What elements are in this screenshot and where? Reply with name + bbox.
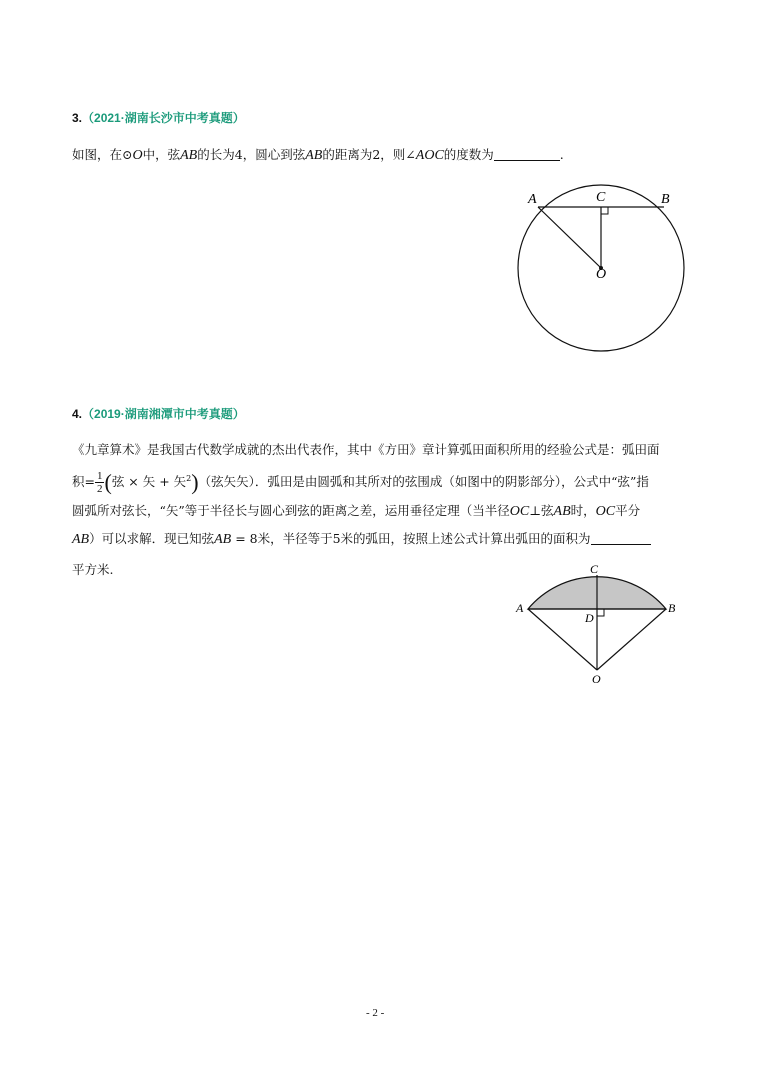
- q3-number: 3.: [72, 111, 83, 125]
- q3-text-part: 的度数为: [443, 147, 494, 162]
- page-number: - 2 -: [366, 1007, 385, 1019]
- q3-source: （2021·湖南长沙市中考真题）: [82, 111, 245, 125]
- q3-period: .: [559, 147, 564, 162]
- q3-header: [72, 110, 245, 126]
- q3-label-o: O: [596, 267, 607, 282]
- q4-answer-blank[interactable]: [591, 532, 651, 545]
- q4-formula-sup: 2: [186, 473, 192, 483]
- q4-line-4: [72, 531, 651, 548]
- q4-label-c: C: [590, 562, 599, 576]
- q3-label-c: C: [596, 190, 606, 205]
- q3-text-part: 的长为: [197, 147, 235, 162]
- q4-text-part: 圆弧所对弦长，“矢”等于半径长与圆心到弦的距离之差，运用垂径定理（当半径: [72, 503, 510, 518]
- q4-text-part: ）可以求解．现已知弦: [89, 531, 215, 546]
- q4-fraction-num: 1: [96, 470, 103, 482]
- q4-label-b: B: [668, 601, 676, 615]
- q3-var-ab: AB: [305, 148, 323, 163]
- q4-line-2: 积= $\frac{1}{2}$ (弦 × 矢 + 矢$^2$)（弦矢矢）．弧田是由圆弧和其所对的弦围成（如图中的阴影部分），公式中“弦”指: [72, 469, 649, 495]
- q3-var-ab: AB: [180, 148, 198, 163]
- q4-segment-ob: [597, 609, 666, 670]
- q3-num-4: 4: [234, 147, 243, 162]
- q4-line-5: 平方米.: [72, 562, 114, 577]
- q3-label-b: B: [661, 192, 670, 207]
- q3-circle-figure: [510, 182, 695, 352]
- q4-text-part: 时，: [570, 503, 596, 518]
- q3-text-part: 的距离为: [322, 147, 373, 162]
- q3-num-2: 2: [372, 147, 381, 162]
- q4-text-part: ⊥弦: [529, 503, 554, 518]
- q4-line-3: [72, 503, 640, 520]
- q4-source: （2019·湖南湘潭市中考真题）: [82, 407, 245, 421]
- q3-var-o: O: [132, 148, 143, 163]
- q4-label-o: O: [592, 672, 601, 686]
- q4-var-oc: OC: [509, 504, 530, 519]
- q4-text-part: 平分: [615, 503, 641, 518]
- q4-number: 4.: [72, 407, 83, 421]
- q3-segment-oa: [538, 207, 601, 268]
- q4-var-oc: OC: [595, 504, 616, 519]
- q3-label-a: A: [528, 192, 537, 207]
- q4-fraction-den: 2: [96, 483, 103, 495]
- q4-var-ab: AB: [553, 504, 571, 519]
- q3-var-aoc: AOC: [415, 148, 444, 163]
- q4-text-part: 积=: [72, 474, 95, 489]
- q3-text: [72, 147, 564, 164]
- q4-text-part: （弦矢矢）．弧田是由圆弧和其所对的弦围成（如图中的阴影部分），公式中“弦”指: [198, 474, 649, 489]
- q3-text-part: 如图，在⊙: [72, 147, 133, 162]
- q3-text-part: 中，弦: [142, 147, 181, 162]
- q4-label-a: A: [516, 601, 524, 615]
- q4-line-1: 《九章算术》是我国古代数学成就的杰出代表作，其中《方田》章计算弧田面积所用的经验公式是：弧田面: [72, 442, 660, 457]
- q3-text-part: ，圆心到弦: [242, 147, 306, 162]
- q4-header: [72, 406, 245, 422]
- q4-var-ab: AB: [72, 532, 90, 547]
- q4-label-d: D: [585, 611, 594, 625]
- q4-var-ab: AB: [214, 532, 232, 547]
- q4-formula-body: 弦 × 矢 + 矢: [111, 474, 187, 489]
- q3-text-part: ，则∠: [380, 147, 416, 162]
- q4-right-angle-mark: [597, 609, 604, 616]
- q3-right-angle-mark: [601, 207, 608, 214]
- q3-answer-blank[interactable]: [494, 148, 560, 161]
- q4-arc-field-figure: [508, 558, 688, 688]
- q4-text-part: = 8米，半径等于5米的弧田，按照上述公式计算出弧田的面积为: [231, 531, 591, 546]
